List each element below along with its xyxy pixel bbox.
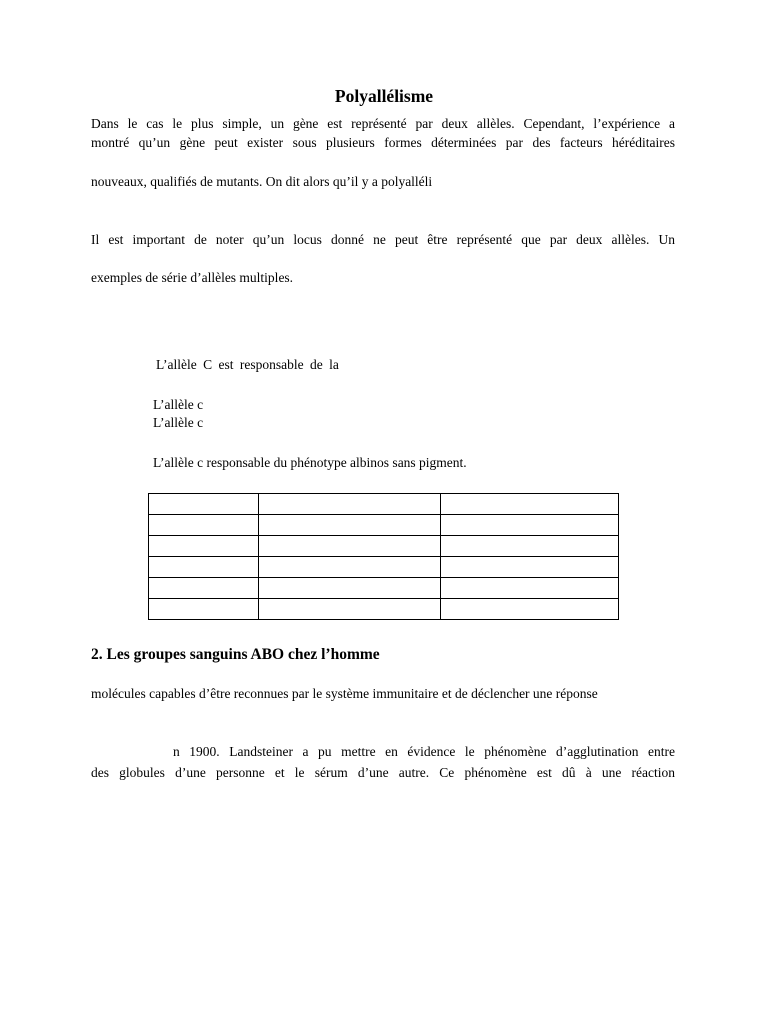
section-2-heading: 2. Les groupes sanguins ABO chez l’homme: [91, 646, 380, 663]
table-cell: [149, 494, 259, 515]
table-cell: [149, 557, 259, 578]
section-2-line-3: des globules d’une personne et le sérum d’une autre. Ce phénomène est dû à une réaction: [91, 765, 675, 780]
paragraph-2-line-1: Il est important de noter qu’un locus donné ne peut être représenté que par deux allèles. Un: [91, 232, 675, 247]
table-row: [149, 599, 619, 620]
paragraph-2-line-2: exemples de série d’allèles multiples.: [91, 270, 294, 285]
table-cell: [149, 515, 259, 536]
table-cell: [441, 599, 619, 620]
paragraph-1-line-2: montré qu’un gène peut exister sous plusieurs formes déterminées par des facteurs héréditaires: [91, 135, 675, 150]
table-cell: [149, 578, 259, 599]
section-2-line-2: n 1900. Landsteiner a pu mettre en évidence le phénomène d’agglutination entre: [173, 744, 675, 759]
table-row: [149, 578, 619, 599]
table-row: [149, 536, 619, 557]
table-cell: [258, 494, 441, 515]
table-cell: [258, 536, 441, 557]
table-cell: [149, 536, 259, 557]
table-row: [149, 557, 619, 578]
section-2-line-1: molécules capables d’être reconnues par le système immunitaire et de déclencher une réponse: [91, 686, 598, 701]
paragraph-1-line-1: Dans le cas le plus simple, un gène est représenté par deux allèles. Cependant, l’expérience a: [91, 116, 675, 131]
allele-item-4: L’allèle c responsable du phénotype albinos sans pigment.: [153, 455, 467, 470]
table-row: [149, 515, 619, 536]
table-cell: [441, 515, 619, 536]
allele-table: [148, 493, 619, 620]
paragraph-1-line-3: nouveaux, qualifiés de mutants. On dit alors qu’il y a polyalléli: [91, 174, 433, 189]
document-title: Polyallélisme: [334, 86, 434, 106]
table-cell: [258, 515, 441, 536]
table-cell: [441, 557, 619, 578]
table-cell: [441, 494, 619, 515]
table-cell: [441, 578, 619, 599]
allele-item-3: L’allèle c: [153, 415, 204, 430]
allele-item-2: L’allèle c: [153, 397, 204, 412]
table-cell: [258, 578, 441, 599]
table-cell: [441, 536, 619, 557]
table-cell: [258, 557, 441, 578]
table-cell: [149, 599, 259, 620]
table-row: [149, 494, 619, 515]
table-cell: [258, 599, 441, 620]
allele-item-1: L’allèle C est responsable de la: [156, 357, 339, 372]
